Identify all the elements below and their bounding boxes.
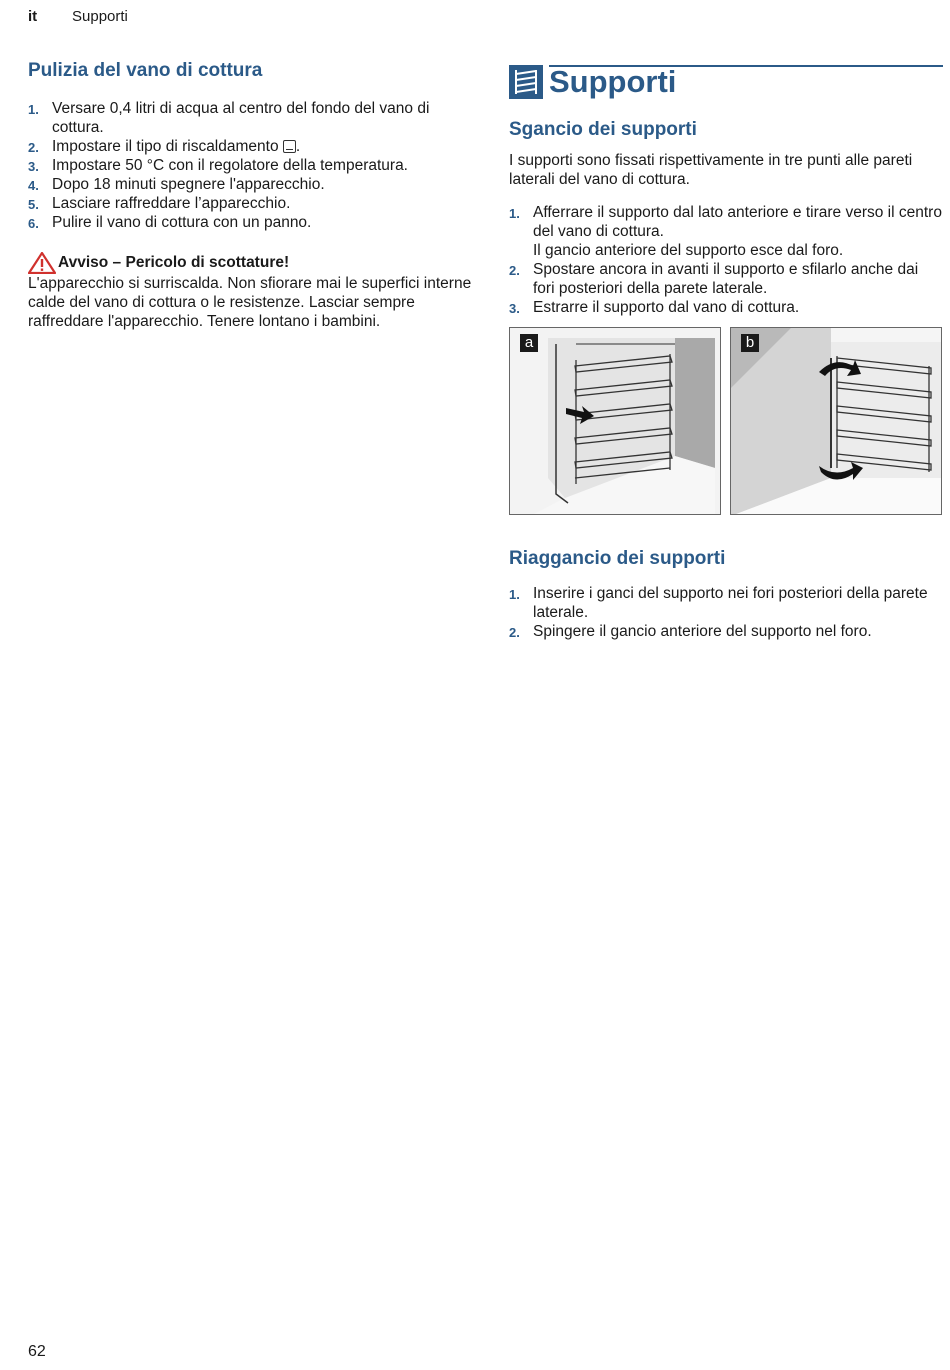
page-header xyxy=(28,8,128,25)
warning-heading xyxy=(28,252,478,274)
warning-text: L'apparecchio si surriscalda. Non sfiorare mai le superfici interne calde del vano di cottura o le resistenze. Lasciar sempre raffreddare l'apparecchio. Tenere lontano i bambini. xyxy=(28,275,472,330)
chapter-heading xyxy=(509,60,943,106)
list-item: 1. Versare 0,4 litri di acqua al centro del fondo del vano di cottura. xyxy=(28,100,430,136)
supports-section xyxy=(509,60,943,641)
oven-rack-illustration xyxy=(731,328,942,515)
list-item: 1. Afferrare il supporto dal lato anteriore e tirare verso il centro del vano di cottura. Il gancio anteriore del supporto esce dal foro. xyxy=(509,204,942,259)
removal-figures xyxy=(509,327,943,515)
list-item: 3. Estrarre il supporto dal vano di cottura. xyxy=(509,299,800,316)
list-item: 4. Dopo 18 minuti spegnere l'apparecchio. xyxy=(28,176,325,193)
supports-chapter-icon xyxy=(509,65,543,99)
cleaning-section xyxy=(28,60,478,331)
warning-triangle-icon xyxy=(28,252,56,274)
oven-rack-illustration xyxy=(510,328,721,515)
warning-title: Avviso – Pericolo di scottature! xyxy=(58,254,290,271)
reattach-title: Riaggancio dei supporti xyxy=(509,548,726,569)
list-item: 2. Spostare ancora in avanti il supporto e sfilarlo anche dai fori posteriori della parete laterale. xyxy=(509,261,919,297)
cleaning-title: Pulizia del vano di cottura xyxy=(28,60,263,81)
header-section: Supporti xyxy=(72,8,128,25)
heating-mode-icon xyxy=(283,140,296,153)
list-item: 1. Inserire i ganci del supporto nei fori posteriori della parete laterale. xyxy=(509,585,928,621)
figure-a xyxy=(509,327,721,515)
list-item: 2. Impostare il tipo di riscaldamento . xyxy=(28,138,301,155)
removal-title: Sgancio dei supporti xyxy=(509,119,697,140)
figure-b xyxy=(730,327,942,515)
removal-intro: I supporti sono fissati rispettivamente in tre punti alle pareti laterali del vano di cottura. xyxy=(509,152,913,188)
chapter-title: Supporti xyxy=(549,64,677,99)
list-item: 2. Spingere il gancio anteriore del supporto nel foro. xyxy=(509,623,872,640)
list-item: 6. Pulire il vano di cottura con un panno. xyxy=(28,214,312,231)
figure-label: b xyxy=(741,334,759,352)
list-item: 5. Lasciare raffreddare l’apparecchio. xyxy=(28,195,291,212)
list-item: 3. Impostare 50 °C con il regolatore della temperatura. xyxy=(28,157,408,174)
language-code: it xyxy=(28,8,38,25)
page-number: 62 xyxy=(28,1343,46,1360)
figure-label: a xyxy=(520,334,538,352)
cleaning-steps xyxy=(28,99,478,232)
reattach-steps xyxy=(509,584,943,641)
removal-steps xyxy=(509,203,943,317)
